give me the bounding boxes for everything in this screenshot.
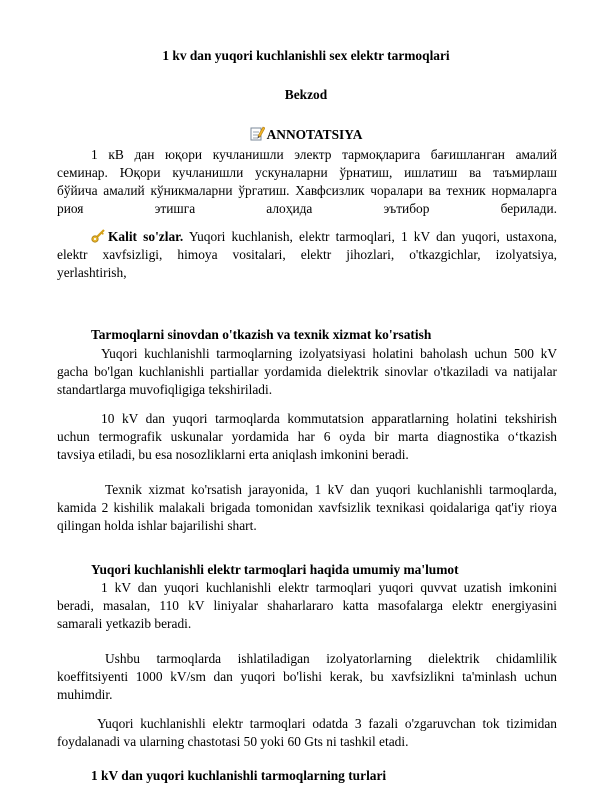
author-name: Bekzod: [284, 87, 328, 102]
paragraph-line: foydalanadi va ularning chastotasi 50 yoki 60 Gts ni tashkil etadi.: [57, 734, 409, 749]
memo-icon: [250, 126, 265, 144]
keywords-line: [91, 229, 557, 246]
paragraph-line: koeffitsiyenti 1000 kV/sm dan yuqori bo'lishi kerak, bu xavfsizlikni ta'minlash uchun: [57, 669, 557, 684]
paragraph-line: uchun termografik uskunalar yordamida har 6 oyda bir marta diagnostika o‘tkazish: [57, 429, 557, 444]
section-heading: Tarmoqlarni sinovdan o'tkazish va texnik xizmat ko'rsatish: [91, 327, 432, 342]
paragraph-line: samarali yetkazib beradi.: [57, 616, 192, 631]
paragraph-line: tavsiya etiladi, bu esa nosozliklarni erta aniqlash imkonini beradi.: [57, 447, 409, 462]
key-icon: [91, 229, 106, 246]
paragraph-line: gacha bo'lgan kuchlanishli partiallar yordamida dielektrik sinovlar o'tkaziladi va natijalar: [57, 364, 557, 379]
annotation-heading: [0, 126, 612, 144]
paragraph-line: Ushbu tarmoqlarda ishlatiladigan izolyatorlarning dielektrik chidamlilik: [105, 651, 557, 666]
keywords-text: Yuqori kuchlanish, elektr tarmoqlari, 1 kV dan yuqori, ustaxona,: [188, 229, 557, 244]
keywords-label: Kalit so'zlar.: [108, 229, 184, 244]
annotation-heading-text: ANNOTATSIYA: [266, 127, 363, 142]
paragraph-line: 10 kV dan yuqori tarmoqlarda kommutatsion apparatlarning holatini tekshirish: [101, 411, 557, 426]
keywords-line: elektr xavfsizligi, himoya vositalari, elektr jihozlari, o'tkazgichlar, izolyatsiya,: [57, 247, 557, 262]
paragraph-line: beradi, masalan, 110 kV liniyalar shaharlararo katta masofalarga elektr energiyasini: [57, 598, 557, 613]
paragraph-line: 1 kV dan yuqori kuchlanishli elektr tarmoqlari yuqori quvvat uzatish imkonini: [101, 580, 557, 595]
section-heading: 1 kV dan yuqori kuchlanishli tarmoqlarning turlari: [91, 768, 387, 783]
paragraph-line: muhimdir.: [57, 687, 113, 702]
paragraph-line: qilingan holda ishlar bajarilishi shart.: [57, 518, 257, 533]
annotation-line: бўйича амалий кўникмаларни ўргатиш. Хавфсизлик чоралари ва техник нормаларга: [57, 183, 557, 198]
annotation-line: семинар. Юқори кучланишли ускуналарни ўрнатиш, ишлатиш ва таъмирлаш: [57, 165, 557, 180]
paragraph-line: Yuqori kuchlanishli tarmoqlarning izolyatsiyasi holatini baholash uchun 500 kV: [101, 346, 557, 361]
annotation-line: 1 кВ дан юқори кучланишли электр тармоқларига бағишланган амалий: [91, 147, 557, 162]
paragraph-line: standartlarga muvofiqligiga tekshiriladi.: [57, 382, 273, 397]
keywords-line: yerlashtirish,: [57, 265, 127, 280]
paragraph-line: kamida 2 kishilik malakali brigada tomonidan xavfsizlik texnikasi qoidalariga qat'iy rioya: [57, 500, 557, 515]
section-heading: Yuqori kuchlanishli elektr tarmoqlari haqida umumiy ma'lumot: [91, 562, 459, 577]
annotation-line: риоя этишга алоҳида эътибор берилади.: [57, 201, 557, 216]
paragraph-line: Yuqori kuchlanishli elektr tarmoqlari odatda 3 fazali o'zgaruvchan tok tizimidan: [97, 716, 557, 731]
paragraph-line: Texnik xizmat ko'rsatish jarayonida, 1 kV dan yuqori kuchlanishli tarmoqlarda,: [105, 482, 557, 497]
document-title: 1 kv dan yuqori kuchlanishli sex elektr tarmoqlari: [162, 48, 450, 63]
